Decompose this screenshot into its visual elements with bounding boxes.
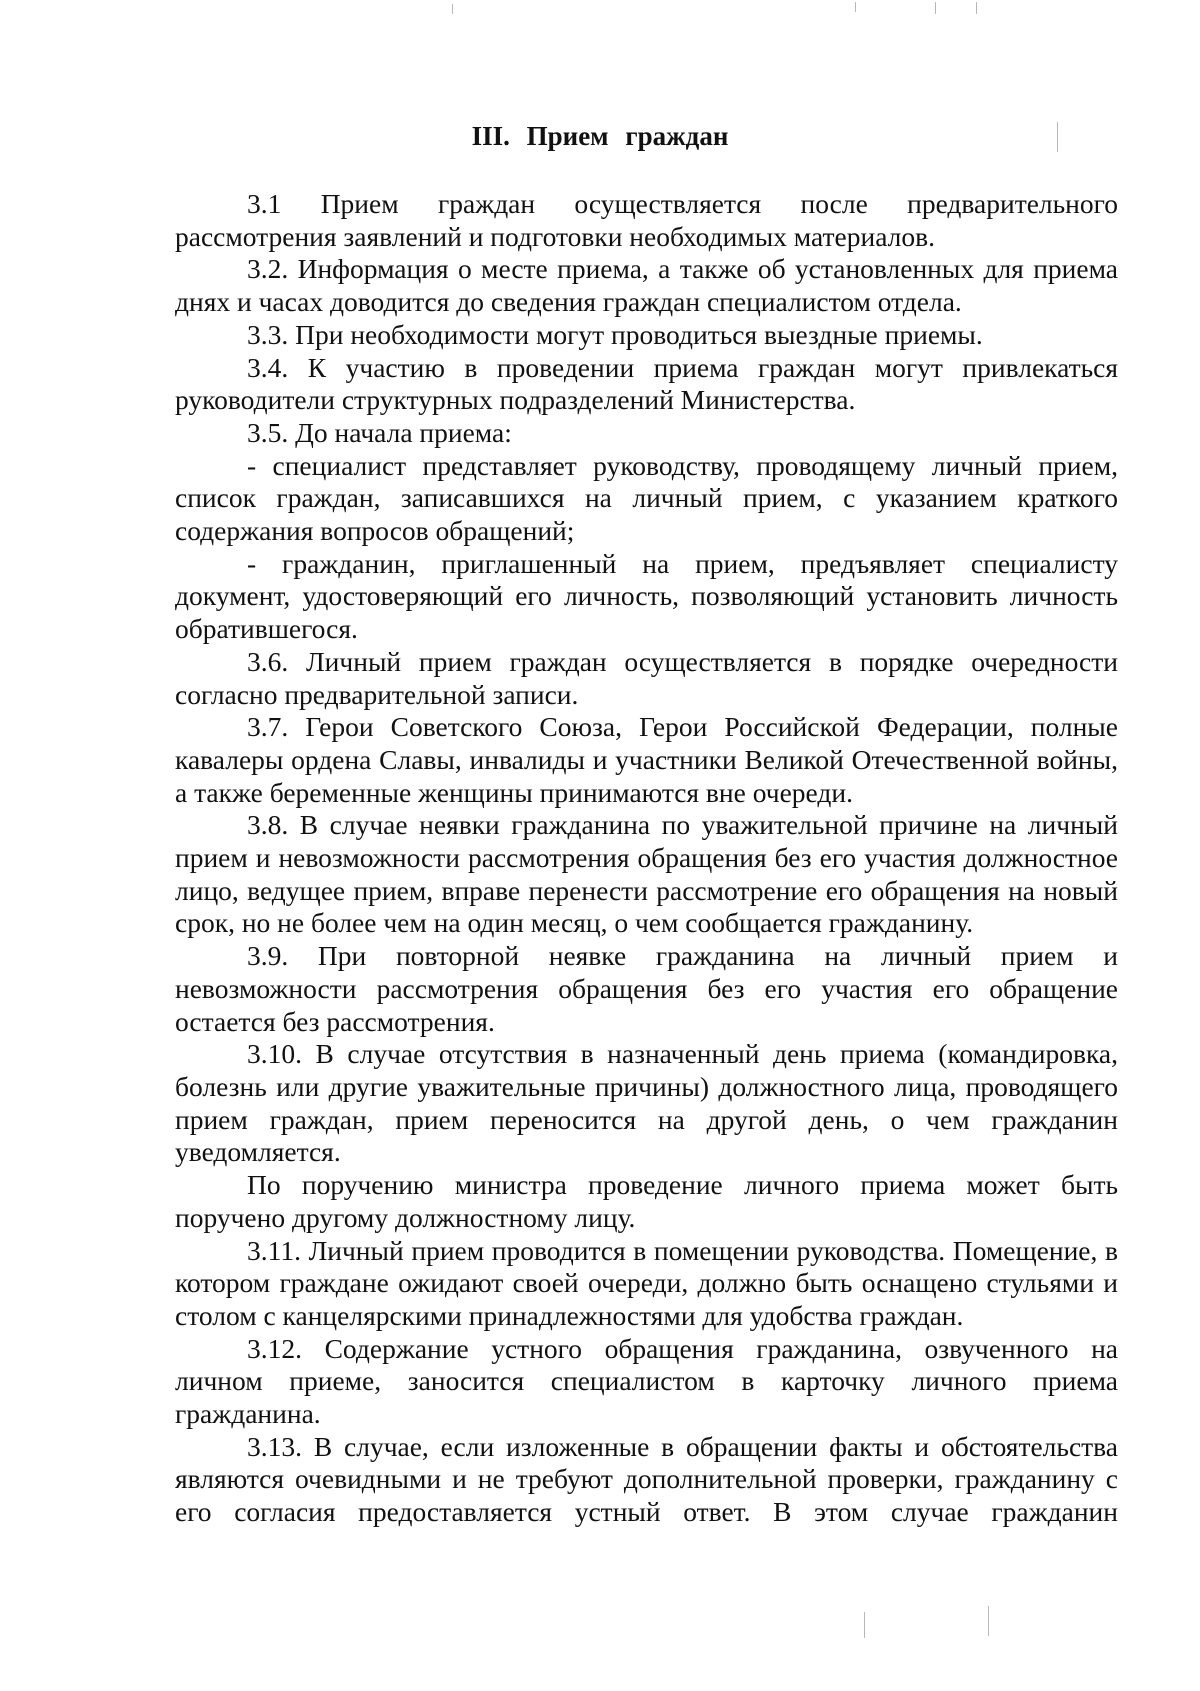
- document-body: [175, 188, 1118, 1529]
- paragraph-3-4: 3.4. К участию в проведении приема граждан могут привлекаться руководители структурных подразделений Министерства.: [175, 351, 1118, 416]
- scan-mark: [935, 2, 936, 14]
- paragraph-3-10: 3.10. В случае отсутствия в назначенный день приема (командировка, болезнь или другие уважительные причины) должностного лица, проводящего прием граждан, прием переносится на другой день, о чем гражданин уведомляется.: [175, 1038, 1118, 1168]
- paragraph-3-3: 3.3. При необходимости могут проводиться выездные приемы.: [247, 318, 983, 350]
- paragraph-3-9: 3.9. При повторной неявке гражданина на личный прием и невозможности рассмотрения обращения без его участия его обращение остается без рассмотрения.: [175, 940, 1118, 1037]
- paragraph-3-2: 3.2. Информация о месте приема, а также об установленных для приема днях и часах доводится до сведения граждан специалистом отдела.: [175, 253, 1118, 318]
- scan-mark: [864, 1612, 865, 1638]
- paragraph-3-5-item-1: - специалист представляет руководству, проводящему личный прием, список граждан, записавшихся на личный прием, с указанием краткого содержания вопросов обращений;: [175, 449, 1118, 547]
- paragraph-3-5-item-2: - гражданин, приглашенный на прием, предъявляет специалисту документ, удостоверяющий его личность, позволяющий установить личность обратившегося.: [175, 547, 1118, 645]
- scan-mark: [1057, 122, 1058, 152]
- paragraph-3-12: 3.12. Содержание устного обращения гражданина, озвученного на личном приеме, заносится специалистом в карточку личного приема гражданина.: [175, 1332, 1118, 1430]
- scan-mark: [452, 4, 453, 14]
- scan-mark: [988, 1606, 989, 1636]
- paragraph-3-7: 3.7. Герои Советского Союза, Герои Российской Федерации, полные кавалеры ордена Славы, инвалиды и участники Великой Отечественной войны, а также беременные женщины принимаются вне очереди.: [175, 711, 1118, 808]
- paragraph-3-1: 3.1 Прием граждан осуществляется после предварительного рассмотрения заявлений и подготовки необходимых материалов.: [175, 188, 1118, 252]
- section-title: III. Прием граждан: [471, 121, 729, 151]
- paragraph-3-10-note: По поручению министра проведение личного приема может быть поручено другому должностному лицу.: [175, 1169, 1118, 1233]
- paragraph-3-5: 3.5. До начала приема:: [247, 416, 512, 448]
- paragraph-3-6: 3.6. Личный прием граждан осуществляется в порядке очередности согласно предварительной записи.: [175, 645, 1118, 710]
- paragraph-3-13: 3.13. В случае, если изложенные в обращении факты и обстоятельства являются очевидными и не требуют дополнительной проверки, гражданину с его согласия предоставляется устный ответ. В этом случае гражданин: [175, 1430, 1118, 1528]
- paragraph-3-8: 3.8. В случае неявки гражданина по уважительной причине на личный прием и невозможности рассмотрения обращения без его участия должностное лицо, ведущее прием, вправе перенести рассмотрение его обращения на новый срок, но не более чем на один месяц, о чем сообщается гражданину.: [175, 809, 1118, 939]
- scan-mark: [855, 2, 856, 12]
- scan-mark: [976, 2, 977, 14]
- paragraph-3-11: 3.11. Личный прием проводится в помещении руководства. Помещение, в котором граждане ожидают своей очереди, должно быть оснащено стульями и столом с канцелярскими принадлежностями для удобства граждан.: [175, 1234, 1118, 1331]
